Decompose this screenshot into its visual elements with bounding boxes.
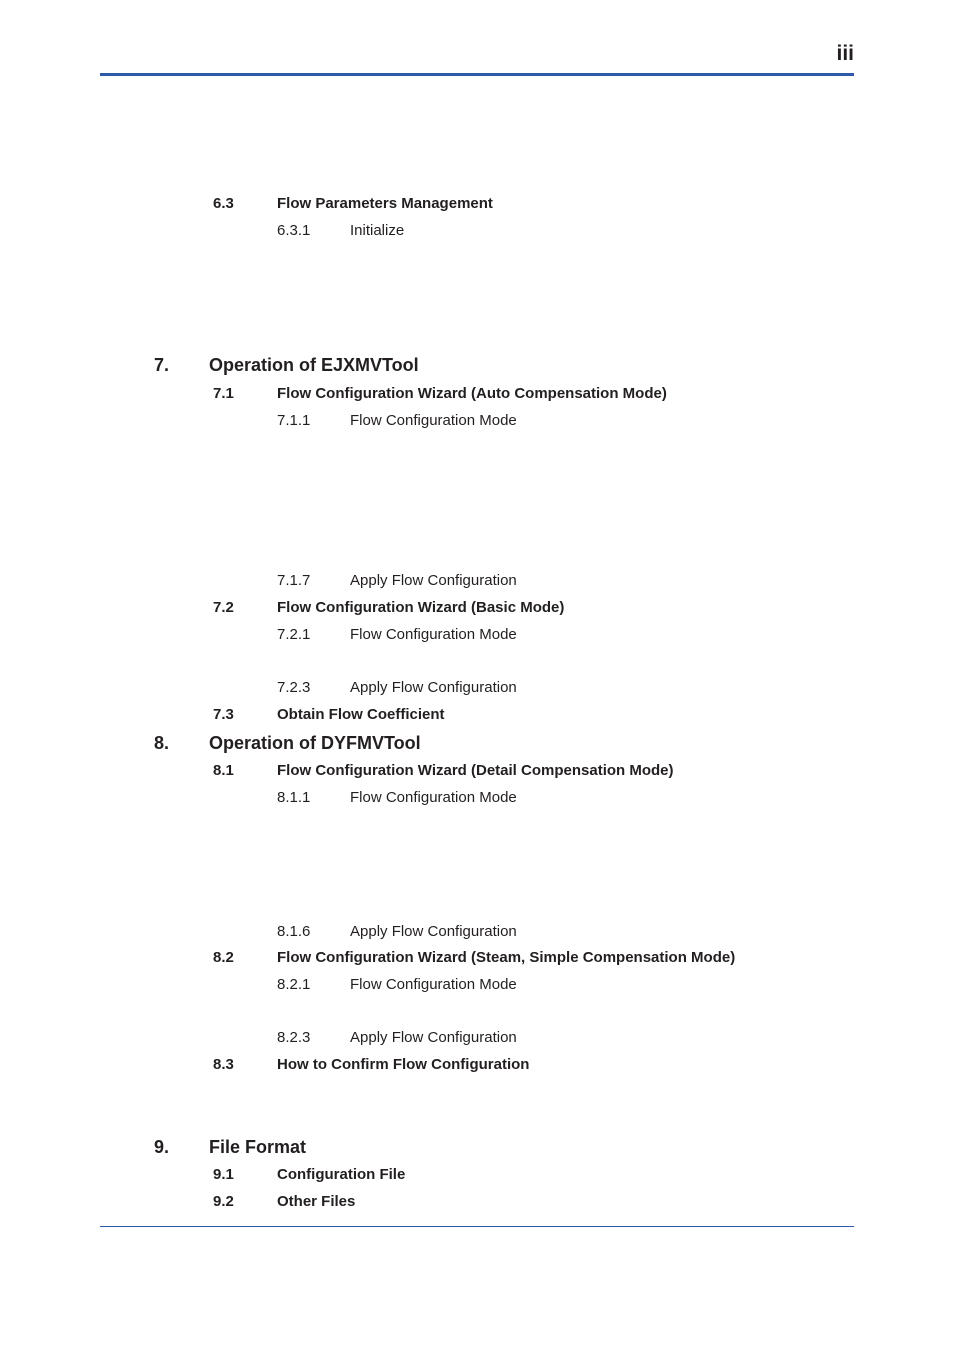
toc-number: 7.1.1 [277,412,311,429]
toc-title: Apply Flow Configuration [350,679,517,696]
toc-title: Flow Configuration Mode [350,412,517,429]
toc-title: Operation of DYFMVTool [209,733,421,753]
toc-title: Apply Flow Configuration [350,1029,517,1046]
toc-title: Operation of EJXMVTool [209,355,419,375]
toc-number: 6.3 [213,195,234,212]
toc-number: 9.1 [213,1166,234,1183]
toc-title: Apply Flow Configuration [350,572,517,589]
toc-number: 6.3.1 [277,222,311,239]
toc-number: 8.1.6 [277,923,311,940]
toc-number: 7.2 [213,599,234,616]
toc-title: Flow Configuration Mode [350,626,517,643]
toc-title: Flow Configuration Wizard (Detail Compensation Mode) [277,762,674,779]
toc-number: 7.2.1 [277,626,311,643]
toc-title: Flow Configuration Wizard (Basic Mode) [277,599,565,616]
toc-title: Obtain Flow Coefficient [277,706,445,723]
toc-title: Flow Parameters Management [277,195,493,212]
toc-number: 7.1 [213,385,234,402]
toc-number: 7.2.3 [277,679,311,696]
toc-number: 9.2 [213,1193,234,1210]
toc-number: 8.1.1 [277,789,311,806]
toc-number: 8.2.1 [277,976,311,993]
toc-title: Initialize [350,222,405,239]
toc-title: Configuration File [277,1166,406,1183]
toc-title: Flow Configuration Wizard (Steam, Simple Compensation Mode) [277,949,736,966]
toc-title: Flow Configuration Mode [350,789,517,806]
toc-title: File Format [209,1137,307,1157]
toc-number: 7.3 [213,706,234,723]
toc-title: Flow Configuration Wizard (Auto Compensation Mode) [277,385,667,402]
header-rule [100,73,854,76]
toc-title: Apply Flow Configuration [350,923,517,940]
toc-title: Other Files [277,1193,356,1210]
toc-number: 8.2.3 [277,1029,311,1046]
toc-number: 7. [154,355,170,375]
page-number: iii [836,42,854,65]
toc-number: 8. [154,733,170,753]
toc-number: 8.2 [213,949,234,966]
toc-title: How to Confirm Flow Configuration [277,1056,530,1073]
toc-number: 9. [154,1137,170,1157]
toc-number: 8.3 [213,1056,234,1073]
toc-number: 8.1 [213,762,234,779]
toc-title: Flow Configuration Mode [350,976,517,993]
footer-rule [100,1226,854,1227]
toc-number: 7.1.7 [277,572,311,589]
